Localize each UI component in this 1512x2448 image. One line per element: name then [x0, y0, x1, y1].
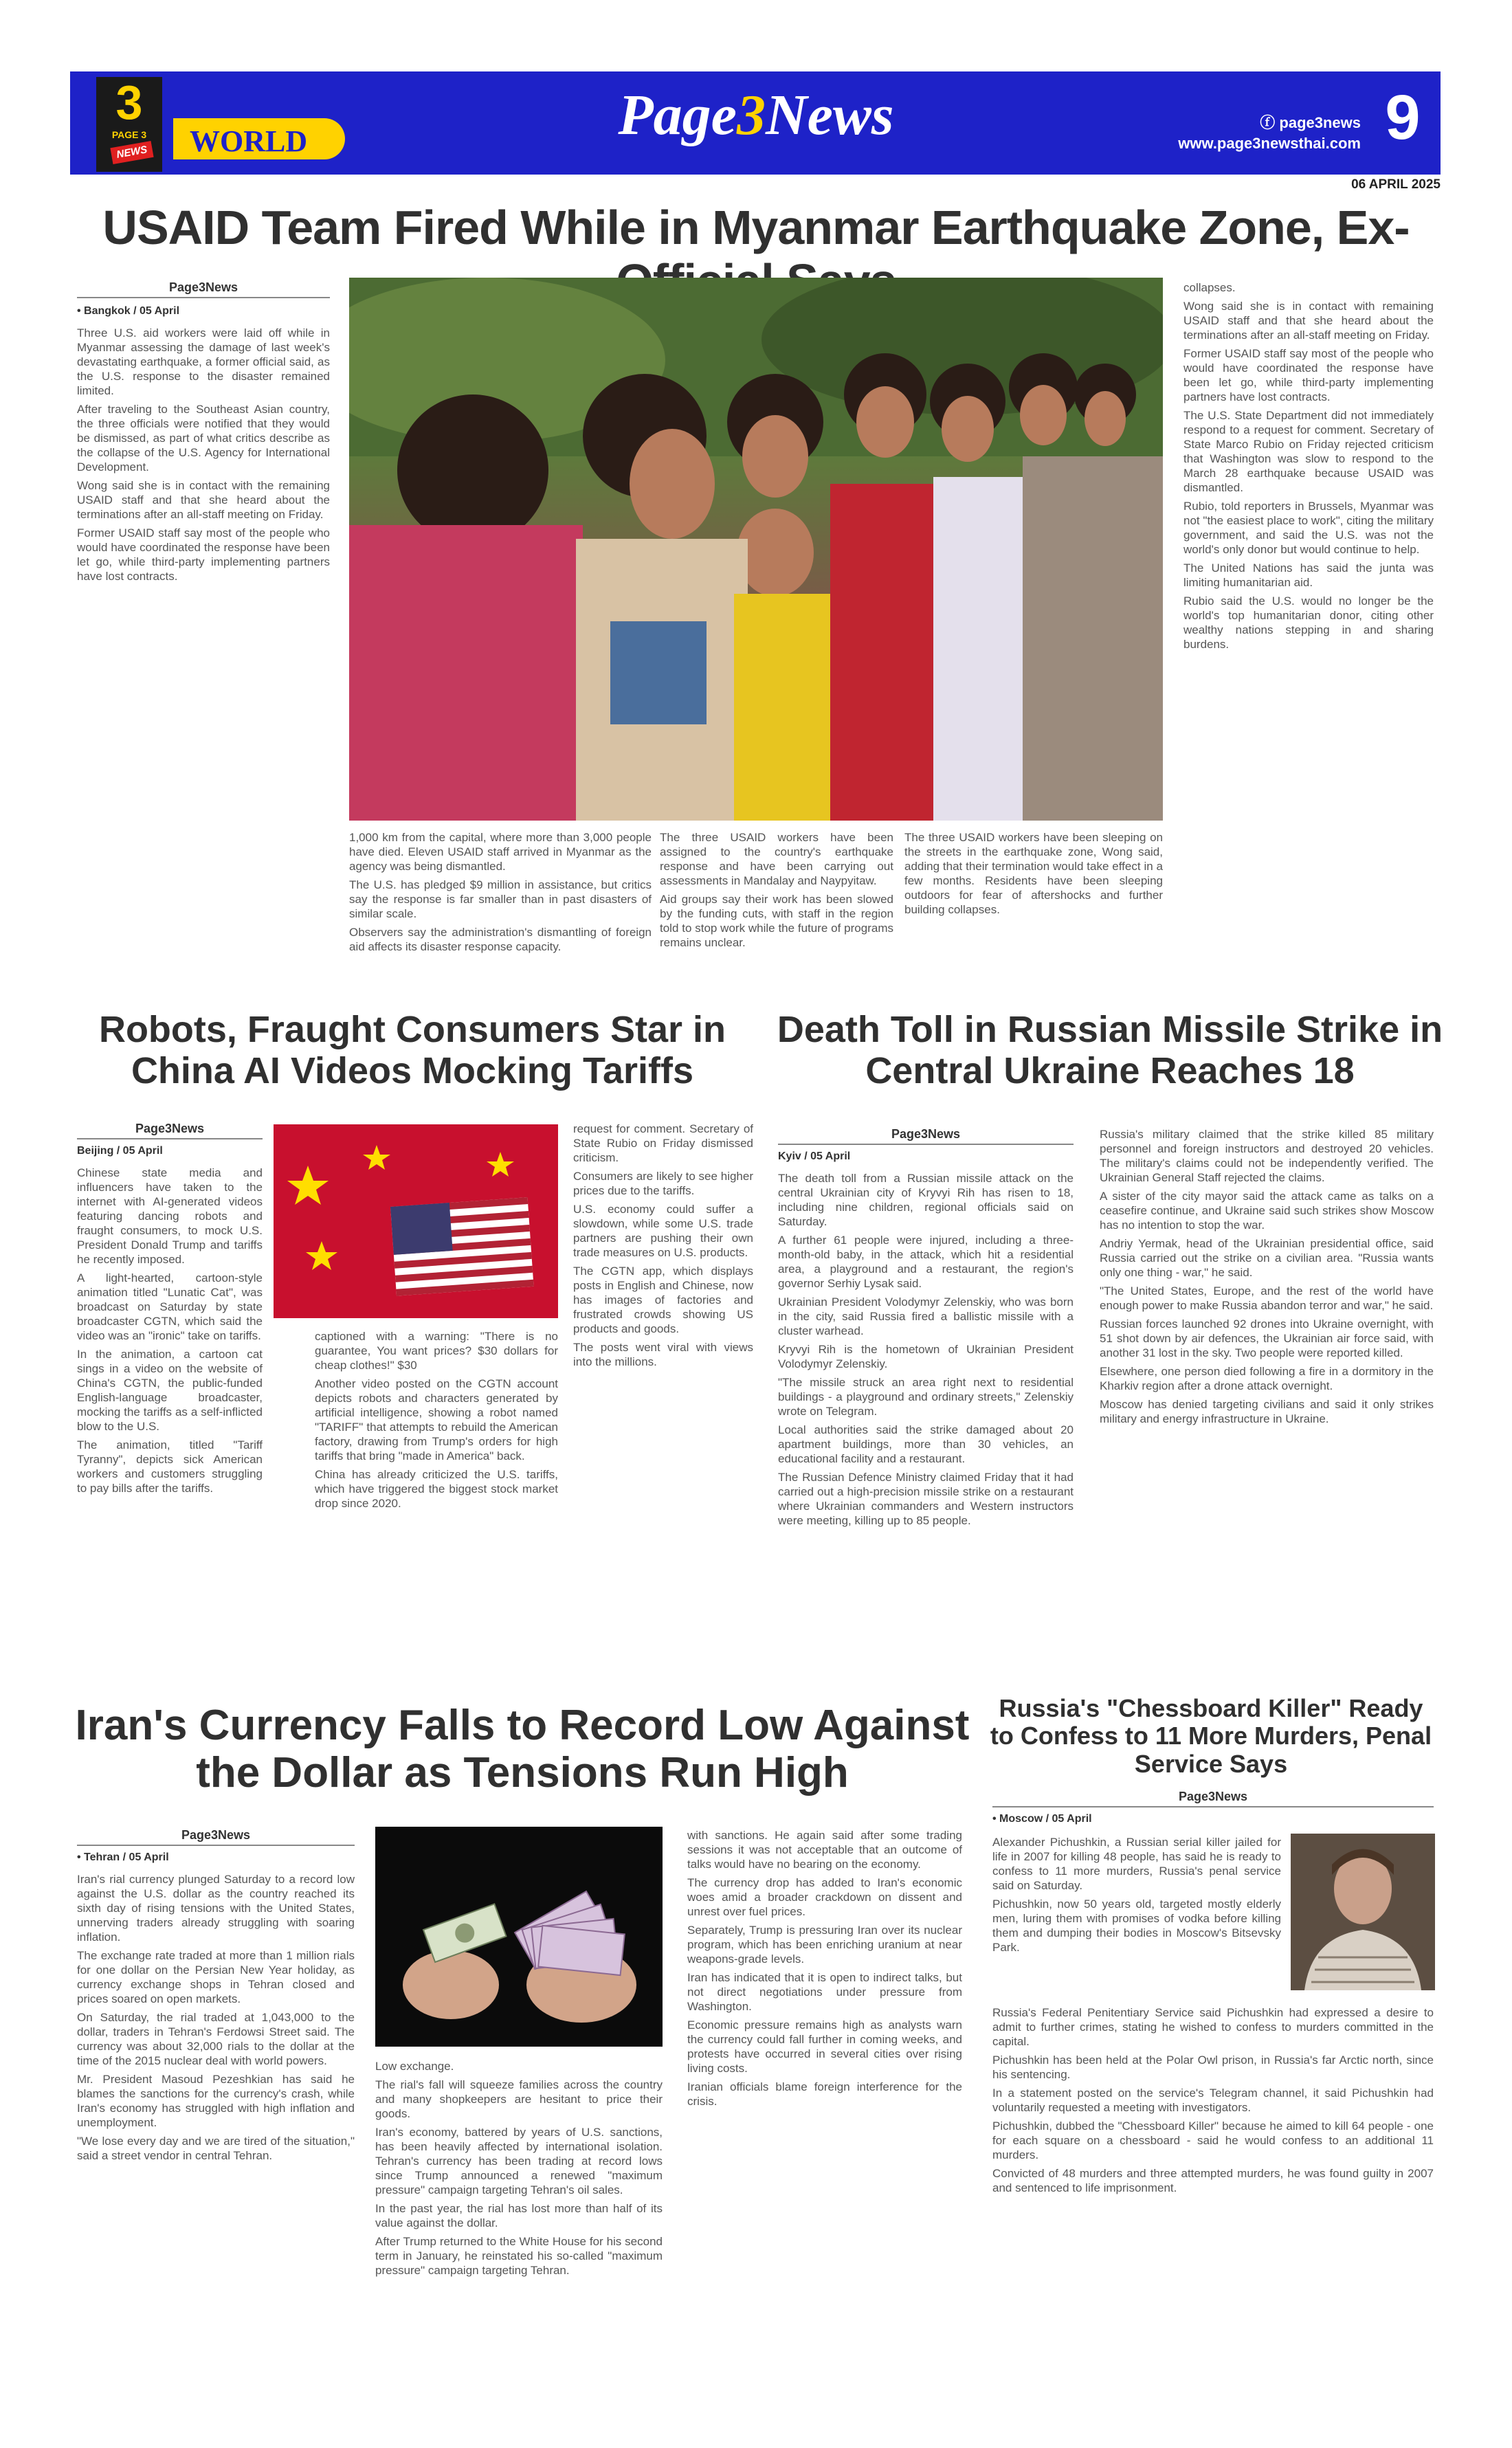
divider — [77, 297, 330, 298]
paragraph: request for comment. Secretary of State Rubio on Friday dismissed criticism. — [573, 1122, 753, 1164]
paragraph: The exchange rate traded at more than 1 million rials for one dollar on the Persian New Year holiday, as currency exchange shops in Tehran closed and prices soared on open markets. — [77, 1949, 355, 2005]
paragraph: After Trump returned to the White House for his second term in January, he reinstated his so-called "maximum pressure" campaign targeting Tehran. — [375, 2235, 663, 2277]
paragraph: Wong said she is in contact with the remaining USAID staff and that she heard about the terminations after an all-staff meeting on Friday. — [77, 479, 330, 521]
byline-iran: Page3News — [181, 1828, 251, 1842]
article-ukraine-col1 — [778, 1171, 1074, 1687]
logo-sub: PAGE 3 — [111, 129, 147, 140]
byline-chessboard: Page3News — [1178, 1790, 1248, 1803]
byline-ukraine: Page3News — [891, 1127, 961, 1141]
paragraph: Economic pressure remains high as analysts warn the currency could fall further in coming weeks, and protests have occurred in several cities over rising living costs. — [687, 2018, 962, 2075]
article-usaid-col2 — [349, 830, 652, 1002]
paragraph: Iranian officials blame foreign interference for the crisis. — [687, 2080, 962, 2108]
paragraph: Iran has indicated that it is open to indirect talks, but not direct negotiations under pressure from Washington. — [687, 1971, 962, 2013]
paragraph: The currency drop has added to Iran's economic woes amid a broader crackdown on dissent and unrest over fuel prices. — [687, 1876, 962, 1918]
divider — [778, 1144, 1074, 1145]
social-handle[interactable] — [1168, 111, 1361, 133]
flags-illustration — [274, 1124, 558, 1318]
paragraph: Rubio said the U.S. would no longer be the world's top humanitarian donor, citing other wealthy nations stepping in and sharing burdens. — [1183, 594, 1434, 651]
brand-title — [605, 81, 907, 150]
article-china-ai-col3 — [573, 1122, 753, 1687]
paragraph: The three USAID workers have been assigned to the country's earthquake response and have been carrying out assessments in Mandalay and Naypyitaw. — [660, 831, 893, 887]
portrait-illustration — [1291, 1834, 1435, 1990]
paragraph: A light-hearted, cartoon-style animation titled "Lunatic Cat", was broadcast on Saturday by state broadcaster CGTN, which said the video was an "ironic" take on tariffs. — [77, 1271, 263, 1342]
paragraph: Pichushkin has been held at the Polar Owl prison, in Russia's far Arctic north, since his sentencing. — [992, 2054, 1434, 2081]
article-ukraine-col2 — [1100, 1127, 1434, 1687]
paragraph: The animation, titled "Tariff Tyranny", depicts sick American workers and customers struggling to pay bills after the tariffs. — [77, 1438, 263, 1495]
paragraph: "The missile struck an area right next to residential buildings - a playground and ordinary streets," Zelenskiy wrote on Telegram. — [778, 1376, 1074, 1418]
paragraph: Three U.S. aid workers were laid off while in Myanmar assessing the damage of last week's devastating earthquake, a former official said, as the U.S. response to the disaster remained limited. — [77, 326, 330, 397]
article-usaid-col3 — [660, 830, 893, 1002]
issue-date: 06 APRIL 2025 — [1351, 177, 1441, 192]
article-chessboard-col2 — [992, 2005, 1434, 2408]
paragraph: Observers say the administration's dismantling of foreign aid affects its disaster response capacity. — [349, 926, 652, 953]
paragraph: Chinese state media and influencers have taken to the internet with AI-generated videos featuring dancing robots and fraught consumers, to mock U.S. President Donald Trump and tariffs he recently imposed. — [77, 1166, 263, 1266]
paragraph: Russian forces launched 92 drones into Ukraine overnight, with 51 shot down by air defences, the Ukrainian air force said, with another 31 lost in the sky. Two people were reported killed. — [1100, 1317, 1434, 1359]
paragraph: The three USAID workers have been sleeping on the streets in the earthquake zone, Wong said, adding that their termination would take effect in a few months. Residents have been sleeping outdoors for fear of aftershocks and further building collapses. — [904, 831, 1163, 916]
paragraph: "The United States, Europe, and the rest of the world have enough power to make Russia abandon terror and war," he said. — [1100, 1284, 1434, 1312]
paragraph: Pichushkin, dubbed the "Chessboard Killer" because he aimed to kill 64 people - one for each square on a chessboard - said he would confess to an additional 11 murders. — [992, 2119, 1434, 2161]
paragraph: In a statement posted on the service's Telegram channel, it said Pichushkin had voluntarily requested a meeting with investigators. — [992, 2087, 1434, 2114]
social-handle-text: page3news — [1279, 114, 1361, 131]
page-number: 9 — [1385, 82, 1421, 153]
paragraph: Consumers are likely to see higher prices due to the tariffs. — [573, 1170, 753, 1197]
paragraph: Low exchange. — [375, 2060, 454, 2073]
paragraph: Iran's economy, battered by years of U.S. sanctions, has been heavily affected by international isolation. Tehran's currency has been trading at record lows since Trump announced a renewed "maximum pressure" campaign targeting Tehran's oil sales. — [375, 2126, 663, 2196]
dateline-china-ai: Beijing / 05 April — [77, 1145, 163, 1157]
paragraph: In the past year, the rial has lost more than half of its value against the dollar. — [375, 2202, 663, 2229]
article-usaid-col4 — [904, 830, 1163, 1002]
logo-number: 3 — [115, 76, 143, 129]
myanmar-queue-photo — [349, 278, 1163, 821]
paragraph: The CGTN app, which displays posts in English and Chinese, now has images of factories and frustrated crowds showing US products and goods. — [573, 1265, 753, 1335]
paragraph: The U.S. State Department did not immediately respond to a request for comment. Secretary of State Marco Rubio on Friday rejected criticism that Washington was slow to respond to the March 28 earthquake because USAID was dismantled. — [1183, 409, 1434, 494]
paragraph: The U.S. has pledged $9 million in assistance, but critics say the response is far smaller than in past disasters of similar scale. — [349, 878, 652, 920]
divider — [77, 1845, 355, 1846]
paragraph: After traveling to the Southeast Asian country, the three officials were notified that they would be dismissed, as part of what critics describe as the collapse of the U.S. Agency for International Development. — [77, 403, 330, 474]
byline-usaid: Page3News — [168, 280, 238, 294]
paragraph: Russia's military claimed that the strike killed 85 military personnel and foreign instructors and destroyed 20 vehicles. The military's claims could not be independently verified. The Ukrainian General Staff rejected the claims. — [1100, 1128, 1434, 1184]
currency-hands-photo — [375, 1827, 663, 2047]
paragraph: Local authorities said the strike damaged about 20 apartment buildings, more than 30 vehicles, an educational facility and a restaurant. — [778, 1423, 1074, 1465]
headline-usaid: USAID Team Fired While in Myanmar Earthquake Zone, Ex- — [102, 201, 1410, 254]
dateline-iran: • Tehran / 05 April — [77, 1851, 169, 1863]
paragraph: U.S. economy could suffer a slowdown, while some U.S. trade partners are pushing their own trade measures on U.S. products. — [573, 1203, 753, 1259]
article-china-ai-col1 — [77, 1166, 263, 1688]
paragraph: Aid groups say their work has been slowed by the funding cuts, with staff in the region told to stop work while the future of programs remains unclear. — [660, 893, 893, 949]
paragraph: Convicted of 48 murders and three attempted murders, he was found guilty in 2007 and sentenced to life imprisonment. — [992, 2167, 1434, 2194]
paragraph: collapses. — [1183, 281, 1236, 294]
article-iran-col3 — [687, 1828, 962, 2408]
paragraph: China has already criticized the U.S. tariffs, which have triggered the biggest stock market drop since 2020. — [315, 1468, 558, 1510]
paragraph: Iran's rial currency plunged Saturday to a record low against the U.S. dollar as the country reached its sixth day of rising tensions with the United States, unnerving traders already struggling with soaring inflation. — [77, 1873, 355, 1944]
divider — [77, 1138, 263, 1139]
paragraph: In the animation, a cartoon cat sings in a video on the website of China's CGTN, the public-funded English-language broadcaster, mocking the tariffs as a self-inflicted blow to the U.S. — [77, 1348, 263, 1433]
facebook-icon: ⓕ — [1260, 114, 1280, 131]
paragraph: Kryvyi Rih is the hometown of Ukrainian President Volodymyr Zelenskiy. — [778, 1343, 1074, 1370]
paragraph: Mr. President Masoud Pezeshkian has said he blames the sanctions for the currency's crash, while Iran's economy has struggled with high inflation and unemployment. — [77, 2073, 355, 2129]
paragraph: Rubio, told reporters in Brussels, Myanmar was not "the easiest place to work", citing the military government, and said the U.S. was not the world's only donor but would continue to help. — [1183, 500, 1434, 556]
headline-china-ai: Robots, Fraught Consumers Star in China AI Videos Mocking Tariffs — [98, 1009, 726, 1092]
paragraph: The United Nations has said the junta was limiting humanitarian aid. — [1183, 561, 1434, 589]
pichushkin-photo — [1291, 1834, 1435, 1990]
paragraph: Former USAID staff say most of the people who would have coordinated the response have been let go, while third-party implementing partners have lost contracts. — [77, 526, 330, 583]
paragraph: The posts went viral with views into the millions. — [573, 1341, 753, 1368]
paragraph: Elsewhere, one person died following a fire in a dormitory in the Kharkiv region after a drone attack overnight. — [1100, 1365, 1434, 1392]
paragraph: Alexander Pichushkin, a Russian serial killer jailed for life in 2007 for killing 48 people, has said he is ready to confess to 11 more murders, Russia's penal service said on Saturday. — [992, 1836, 1281, 1892]
paragraph: Wong said she is in contact with remaining USAID staff and that she heard about the terminations after an all-staff meeting on Friday. — [1183, 300, 1434, 342]
website-link[interactable]: www.page3newsthai.com — [1178, 135, 1361, 152]
headline-iran: Iran's Currency Falls to Record Low Against the Dollar as Tensions Run High — [75, 1702, 970, 1797]
article-china-ai-col2 — [315, 1329, 558, 1687]
paragraph: Andriy Yermak, head of the Ukrainian presidential office, said Russia carried out the strike on a civilian area. "Russia wants only one thing - war," he said. — [1100, 1237, 1434, 1279]
brand-left: Page — [618, 83, 737, 147]
brand-three: 3 — [736, 83, 766, 147]
article-usaid-col5 — [1183, 280, 1434, 1002]
photo-illustration — [349, 278, 1163, 821]
flags-photo — [274, 1124, 558, 1318]
dateline-ukraine: Kyiv / 05 April — [778, 1150, 851, 1162]
byline-china-ai: Page3News — [135, 1122, 205, 1135]
paragraph: On Saturday, the rial traded at 1,043,000 to the dollar, traders in Tehran's Ferdowsi Street said. The currency was about 32,000 rials to the dollar at the time of the 2015 nuclear deal with world powers. — [77, 2011, 355, 2067]
section-label: WORLD — [190, 124, 308, 158]
article-usaid-col1 — [77, 326, 330, 1013]
logo-news-badge: NEWS — [110, 141, 153, 164]
paragraph: Separately, Trump is pressuring Iran over its nuclear program, which has been enriching uranium at near weapons-grade levels. — [687, 1924, 962, 1966]
paragraph: The rial's fall will squeeze families across the country and many shopkeepers are hesitant to price their goods. — [375, 2078, 663, 2120]
paragraph: 1,000 km from the capital, where more than 3,000 people have died. Eleven USAID staff arrived in Myanmar as the agency was being dismantled. — [349, 831, 652, 873]
dateline-usaid: • Bangkok / 05 April — [77, 305, 180, 317]
brand-right: News — [765, 83, 894, 147]
paragraph: A sister of the city mayor said the attack came as talks on a ceasefire continue, and Ukraine said such strikes show Moscow has no intention to stop the war. — [1100, 1190, 1434, 1232]
paragraph: Moscow has denied targeting civilians and said it only strikes military and energy infrastructure in Ukraine. — [1100, 1398, 1434, 1425]
divider — [992, 1806, 1434, 1807]
paragraph: Former USAID staff say most of the people who would have coordinated the response have been let go, while third-party implementing partners have lost contracts. — [1183, 347, 1434, 403]
article-chessboard-col1 — [992, 1835, 1281, 1997]
paragraph: captioned with a warning: "There is no guarantee, You want prices? $30 dollars for cheap clothes!" $30 — [315, 1330, 558, 1372]
paragraph: The death toll from a Russian missile attack on the central Ukrainian city of Kryvyi Rih has risen to 18, including nine children, regional officials said on Saturday. — [778, 1172, 1074, 1228]
paragraph: Ukrainian President Volodymyr Zelenskiy, who was born in the city, said Russia fired a ballistic missile with a cluster warhead. — [778, 1295, 1074, 1337]
headline-chessboard: Russia's "Chessboard Killer" Ready to Confess to 11 More Murders, Penal Service Says — [990, 1694, 1432, 1778]
paragraph: Pichushkin, now 50 years old, targeted mostly elderly men, luring them with promises of vodka before killing them and dumping their bodies in Moscow's Bitsevsky Park. — [992, 1898, 1281, 1954]
paragraph: The Russian Defence Ministry claimed Friday that it had carried out a high-precision missile strike on a restaurant where Ukrainian commanders and Western instructors were meeting, killing up to 85 people. — [778, 1471, 1074, 1527]
paragraph: A further 61 people were injured, including a three-month-old baby, in the attack, which hit a residential area, a playground and a restaurant, the region's governor Serhiy Lysak said. — [778, 1234, 1074, 1290]
headline-ukraine: Death Toll in Russian Missile Strike in Central Ukraine Reaches 18 — [777, 1009, 1443, 1092]
dateline-chessboard: • Moscow / 05 April — [992, 1813, 1092, 1825]
paragraph: Russia's Federal Penitentiary Service said Pichushkin had expressed a desire to admit to further crimes, stating he wished to confess to murders committed in the capital. — [992, 2006, 1434, 2048]
paragraph: Another video posted on the CGTN account depicts robots and characters generated by artificial intelligence, showing a robot named "TARIFF" that attempts to rebuild the American factory, drawing from Trump's orders for high tariffs that bring "made in America" back. — [315, 1377, 558, 1462]
article-iran-col2 — [375, 2059, 663, 2408]
article-iran-col1 — [77, 1872, 355, 2408]
paragraph: with sanctions. He again said after some trading sessions it was not acceptable that an outcome of talks would have no bearing on the economy. — [687, 1829, 962, 1871]
currency-illustration — [375, 1827, 663, 2047]
paragraph: "We lose every day and we are tired of the situation," said a street vendor in central Tehran. — [77, 2135, 355, 2162]
